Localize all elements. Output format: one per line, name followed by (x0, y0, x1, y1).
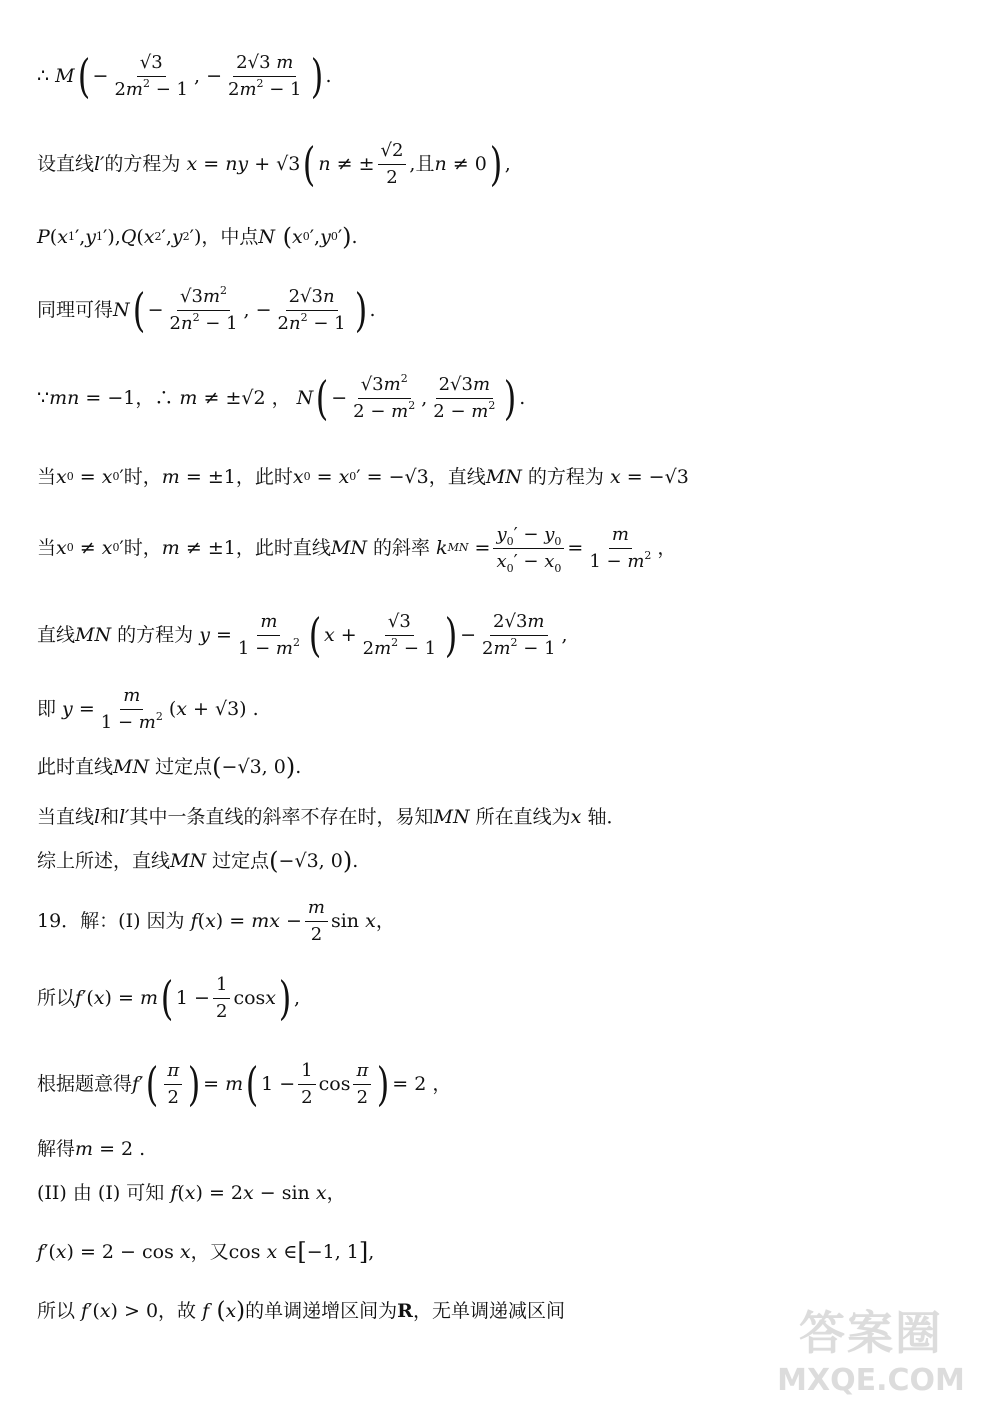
text: 所以 (37, 987, 76, 1009)
text: ，直线 (428, 466, 486, 488)
watermark-top-text: 答案圈 (799, 1306, 943, 1360)
text: 过定点 (155, 756, 213, 778)
text: 同理可得 (37, 299, 114, 321)
text: ，∴ (135, 387, 174, 409)
text: 所以 (37, 1300, 76, 1322)
text: 的方程为 (117, 624, 194, 646)
watermark-logo (766, 1297, 976, 1407)
text: 此时直线 (37, 756, 114, 778)
text: 根据题意得 (37, 1073, 133, 1095)
line-special-case: 当直线 l 和 l′ 其中一条直线的斜率不存在时，易知 MN 所在直线为 x 轴． (37, 806, 626, 828)
line-derivative-two: f ′( x ) = 2 − cos x ，又 cos x ∈ [ −1, 1 ] , (37, 1238, 375, 1266)
line-n-coordinates: 同理可得 N ( − $\frac{√3m^2}{2n^2 - 1}$ , − $\frac{2√3n}{2n^2 - 1}$ ) . (37, 283, 376, 337)
line-m-coordinates: ∴ M ( − $\frac{√3}{2m^2 - 1}$ , − $\frac{2√3 m}{2m^2 - 1}$ ) . (37, 49, 332, 103)
line-mn-equation: 直线 MN 的方程为 y = $\frac{m}{1 - m^2}$ ( x + $\frac{√3}{2m^2 - 1}$ ) − $\frac{2√3m}{2m^2 - 1}$ , (37, 608, 568, 662)
text: 当 (37, 537, 57, 559)
text: (II) 由 (I) 可知 (37, 1182, 165, 1204)
line-monotonic: 所以 f ′( x ) > 0 ，故 f ( x ) 的单调递增区间为 R ，无单调递减区间 (37, 1298, 565, 1324)
line-conclusion: 综上所述，直线 MN 过定点 ( −√3, 0 ) . (37, 847, 359, 875)
line-l-prime-equation: 设直线 l′ 的方程为 x = ny + √3 ( n ≠ ± $\frac{√2}{2}$ , 且 n ≠ 0 ) , (37, 137, 511, 191)
line-q19-start: 19．解：(I) 因为 f ( x ) = mx − $\frac{m}{2}$ sin x ， (37, 896, 395, 945)
text: 综上所述，直线 (37, 850, 171, 872)
text: 时， (123, 466, 162, 488)
text: 所在直线为 (475, 806, 571, 828)
text: 即 (37, 698, 57, 720)
line-part-two: (II) 由 (I) 可知 f ( x ) = 2 x − sin x ， (37, 1182, 346, 1204)
text: 其中一条直线的斜率不存在时，易知 (129, 806, 434, 828)
text: ，中点 (201, 226, 259, 248)
line-fixed-point: 此时直线 MN 过定点 ( −√3, 0 ) . (37, 753, 302, 781)
line-derivative: 所以 f ′( x ) = m ( 1 − $\frac{1}{2}$ cos x ) , (37, 971, 300, 1025)
text: ，此时直线 (235, 537, 331, 559)
text: 和 (100, 806, 120, 828)
text: 时， (123, 537, 162, 559)
line-pq-points: P ( x 1 ′, y 1 ′), Q ( x 2 ′, y 2 ′) ，中点 N ( x 0 ′, y 0 ′ ) . (37, 223, 358, 251)
text: 解得 (37, 1138, 76, 1160)
text: 设直线 (37, 153, 95, 175)
line-solve-m: 解得 m = 2 . (37, 1138, 146, 1160)
text: 的方程为 (527, 466, 604, 488)
watermark-url-text: MXQE.COM (777, 1363, 965, 1398)
line-condition: 根据题意得 f ′ ( $\frac{\pi}{2}$ ) = m ( 1 − $\frac{1}{2}$ cos $\frac{\pi}{2}$ ) = 2 ， (37, 1057, 452, 1111)
text: 当直线 (37, 806, 95, 828)
text: 的斜率 (373, 537, 431, 559)
text: 19．解：(I) 因为 (37, 910, 185, 932)
text: R (397, 1300, 413, 1322)
text: ，此时 (235, 466, 293, 488)
line-mn-relation: ∵ mn = −1 ，∴ m ≠ ±√2 ， N ( − $\frac{√3m^2}{2 - m^2}$ , $\frac{2√3m}{2 - m^2}$ ) . (37, 371, 526, 425)
line-case-unequal: 当 x 0 ≠ x 0 ′ 时， m ≠ ±1 ，此时直线 MN 的斜率 k MN = $\frac{y_0' - y_0}{x_0' - x_0}$ = $\frac{m}{1 - m^2}$ ， (37, 523, 677, 575)
text: ，又 (190, 1241, 229, 1263)
text: 的单调递增区间为 (245, 1300, 398, 1322)
line-case-equal: 当 x 0 = x 0 ′ 时， m = ±1 ，此时 x 0 = x 0 ′ = −√3 ，直线 MN 的方程为 x = −√3 (37, 466, 689, 488)
text: 轴． (587, 806, 626, 828)
line-simplified: 即 y = $\frac{m}{1 - m^2}$ ( x + √3) . (37, 684, 259, 733)
text: ，无单调递减区间 (412, 1300, 565, 1322)
text: ，故 (158, 1300, 197, 1322)
text: 直线 (37, 624, 76, 646)
text: 且 (415, 153, 435, 175)
text: 过定点 (212, 850, 270, 872)
text: 的方程为 (104, 153, 181, 175)
text: 当 (37, 466, 57, 488)
